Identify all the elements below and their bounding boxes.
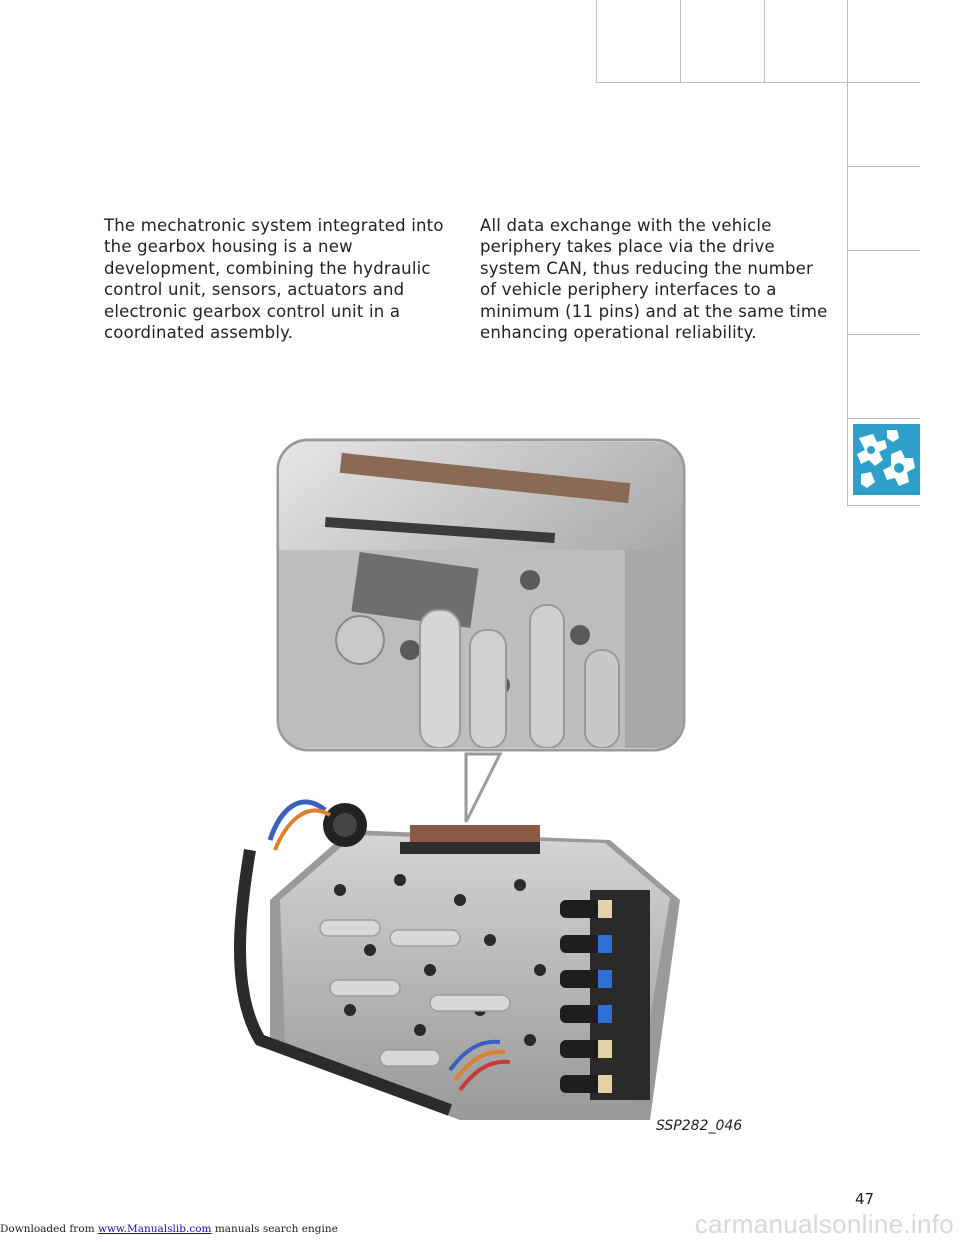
download-footer bbox=[0, 1223, 338, 1235]
watermark: carmanualsonline.info bbox=[694, 1209, 954, 1239]
mechatronic-unit-figure bbox=[230, 430, 743, 1140]
footer-suffix: manuals search engine bbox=[211, 1223, 338, 1235]
page-number: 47 bbox=[855, 1190, 875, 1208]
footer-prefix: Downloaded from bbox=[0, 1223, 98, 1235]
magnified-detail bbox=[278, 440, 684, 822]
body-paragraph-left: The mechatronic system integrated into the gearbox housing is a new development, combining the hydraulic control unit, sensors, actuators and electronic gearbox control unit in a coordinated assembly. bbox=[104, 215, 444, 342]
gear-icon bbox=[853, 424, 920, 495]
body-paragraph-right: All data exchange with the vehicle periphery takes place via the drive system CAN, thus reducing the number of vehicle periphery interfaces to a minimum (11 pins) and at the same time enhancing operational reliability. bbox=[480, 215, 828, 342]
mechatronic-unit bbox=[240, 802, 680, 1120]
figure-caption: SSP282_046 bbox=[656, 1118, 743, 1134]
section-tab bbox=[853, 424, 920, 495]
footer-link[interactable]: www.Manualslib.com bbox=[97, 1223, 212, 1235]
